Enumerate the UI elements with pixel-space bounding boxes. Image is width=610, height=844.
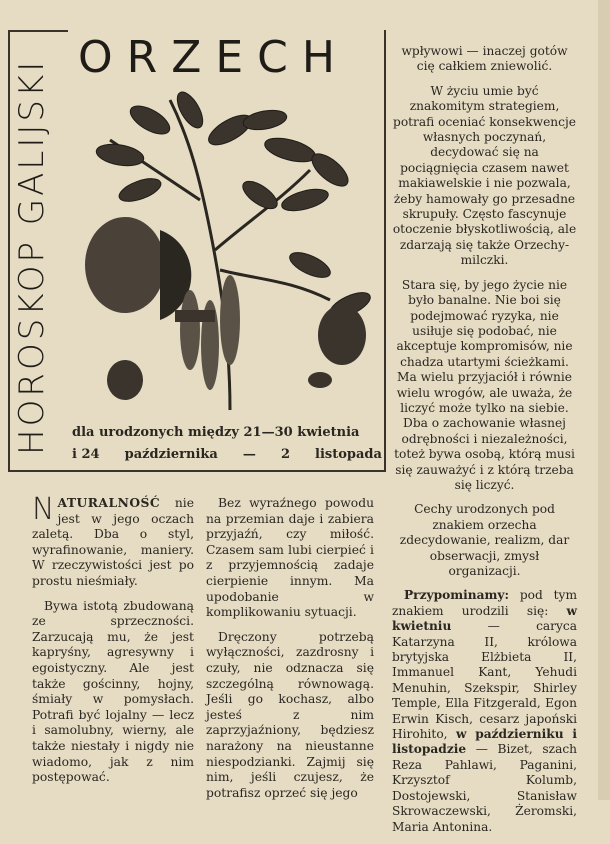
frame-top-line [8, 30, 68, 32]
paragraph: wpływowi — inaczej gotów cię całkiem zniewolić. [401, 44, 568, 74]
birth-dates [72, 422, 382, 466]
paragraph-text: nie jest w jego oczach zaletą. Dba o styl, wyrafinowanie, maniery. W rzeczywistości jest po prostu nieśmiały. [32, 496, 194, 588]
dates-line-2 [72, 444, 382, 466]
dates-line-2-c: — [242, 447, 256, 462]
reminder-label: Przypominamy: [404, 588, 509, 603]
paragraph: Dręczony potrzebą wyłączności, zazdrosny i czuły, nie odznacza się szczególną równowagą. Jeśli go kochasz, albo jesteś z nim zaprzyjaźniony, będziesz narażony na nieustanne niespodzianki. Zajmij się nim, jeśli czujesz, że potrafisz oprzeć się jego [206, 629, 374, 800]
month-label: w kwietniu [392, 603, 577, 634]
lead-word: ATURALNOŚĆ [57, 495, 161, 510]
section-title-vertical: HOROSKOP GALIJSKI [12, 58, 52, 455]
page-title: ORZECH [78, 32, 349, 83]
month-label: w październiku i listopadzie [392, 727, 577, 757]
paragraph-text: — caryca Katarzyna II, królowa brytyjska Elżbieta II, Immanuel Kant, Yehudi Menuhin, Szekspir, Shirley Temple, Ella Fitzgerald, Egon Erwin Kisch, cesarz japoński Hirohito, [392, 619, 577, 742]
dates-line-2-a: i 24 [72, 447, 100, 462]
dates-line-1: dla urodzonych między 21—30 kwietnia [72, 425, 360, 440]
dates-line-2-d: 2 [280, 447, 290, 462]
paragraph: Stara się, by jego życie nie było banalne. Nie boi się podejmować ryzyka, nie usiłuje się podobać, nie akceptuje kompromisów, nie chadza utartymi ścieżkami. Ma wielu przyjaciół i równie wielu wrogów, ale uważa, że liczyć może tylko na siebie. Dba o zachowanie własnej odrębności i niezależności, toteż bywa osobą, którą musi się zauważyć i z którą trzeba się liczyć. [394, 277, 575, 492]
paragraph: Bywa istotą zbudowaną ze sprzeczności. Zarzucają mu, że jest kapryśny, agresywny i egoistyczny. Ale jest także gościnny, hojny, śmiały w pomysłach. Potrafi być lojalny — lecz i samolubny, wierny, ale także niestały i nigdy nie wiadomo, jak z nim postępować. [32, 598, 194, 785]
text-column-2 [206, 496, 374, 810]
drop-cap: N [32, 492, 55, 527]
frame-divider-line [8, 470, 384, 472]
text-column-1 [32, 492, 194, 795]
paragraph [32, 492, 194, 590]
walnut-branch-illustration [80, 80, 380, 420]
paragraph: W życiu umie być znakomitym strategiem, potrafi oceniać konsekwencje własnych poczynań, decydować się na pociągnięcia czasem nawet makiawelskie i nie pozwala, żeby hamowały go przesadne skrupuły. Często fascynuje otoczenie błyskotliwością, ale zdarzają się także Orzechy-milczki. [392, 83, 577, 268]
frame-left-line [8, 30, 10, 470]
paragraph: Bez wyraźnego powodu na przemian daje i zabiera przyjaźń, czy miłość. Czasem sam lubi cierpieć i z przyjemnością zadaje cierpienie innym. Ma upodobanie w komplikowaniu sytuacji. [206, 496, 374, 620]
paragraph-text: — Bizet, szach Reza Pahlawi, Paganini, Krzysztof Kolumb, Dostojewski, Stanisław Skrowaczewski, Żeromski, Maria Antonina. [392, 742, 578, 834]
frame-right-line [384, 30, 386, 472]
page-edge [598, 0, 610, 800]
paragraph: Cechy urodzonych pod znakiem orzecha zdecydowanie, realizm, dar obserwacji, zmysł organizacji. [399, 502, 570, 578]
text-column-3 [392, 44, 577, 844]
dates-line-2-e: listopada [315, 447, 382, 462]
paragraph-text: pod tym znakiem urodzili się: [392, 588, 577, 618]
paragraph [392, 588, 577, 835]
dates-line-2-b: października [124, 447, 218, 462]
